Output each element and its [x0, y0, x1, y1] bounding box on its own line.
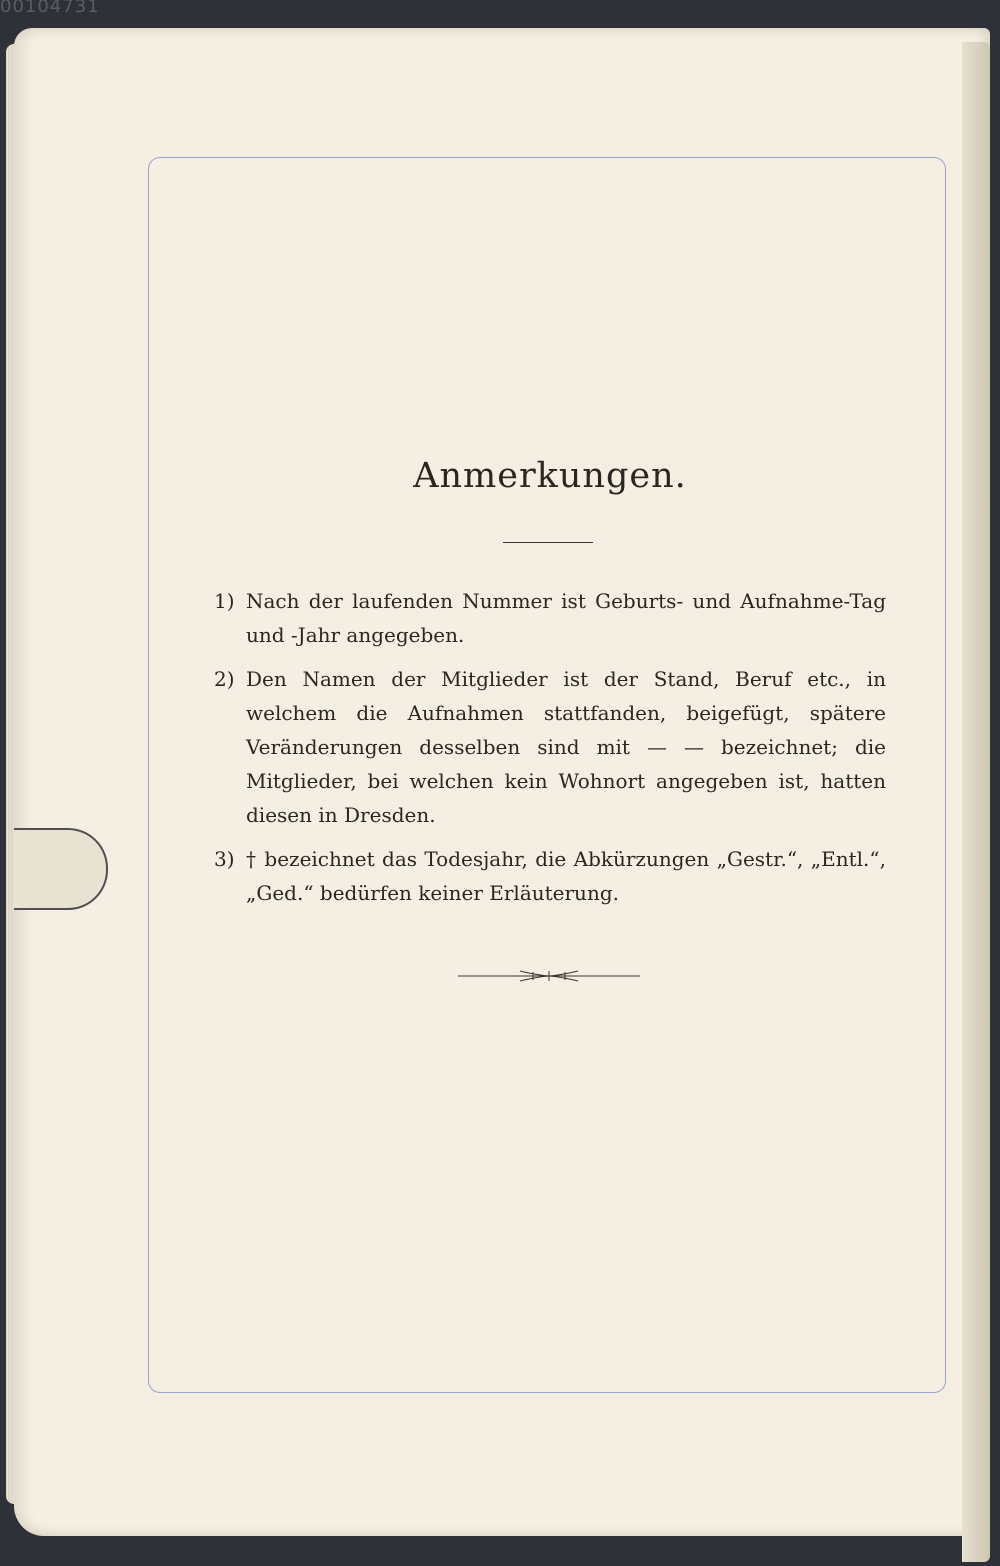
note-text: † bezeichnet das Todesjahr, die Abkürzungen „Gestr.“, „Entl.“, „Ged.“ bedürfen keiner Erläuterung. — [246, 847, 886, 905]
page-right-edge — [962, 42, 990, 1562]
note-number: 1) — [214, 589, 235, 613]
note-text: Den Namen der Mitglieder ist der Stand, Beruf etc., in welchem die Aufnahmen stattfanden, beigefügt, spätere Veränderungen desselben sind mit — — bezeichnet; die Mitglieder, bei welchen kein Wohnort angegeben ist, hatten diesen in Dresden. — [246, 667, 886, 827]
title-rule — [503, 542, 593, 543]
scan-id-label: 00104731 — [0, 0, 100, 17]
ornament-divider — [458, 962, 640, 986]
note-number: 2) — [214, 667, 235, 691]
note-item-2 — [214, 662, 886, 832]
note-number: 3) — [214, 847, 235, 871]
note-item-3 — [214, 842, 886, 910]
page-title: Anmerkungen. — [413, 456, 687, 496]
note-text: Nach der laufenden Nummer ist Geburts- und Aufnahme-Tag und -Jahr angegeben. — [246, 589, 886, 647]
bookmark-tab — [14, 828, 108, 910]
note-item-1 — [214, 584, 886, 652]
